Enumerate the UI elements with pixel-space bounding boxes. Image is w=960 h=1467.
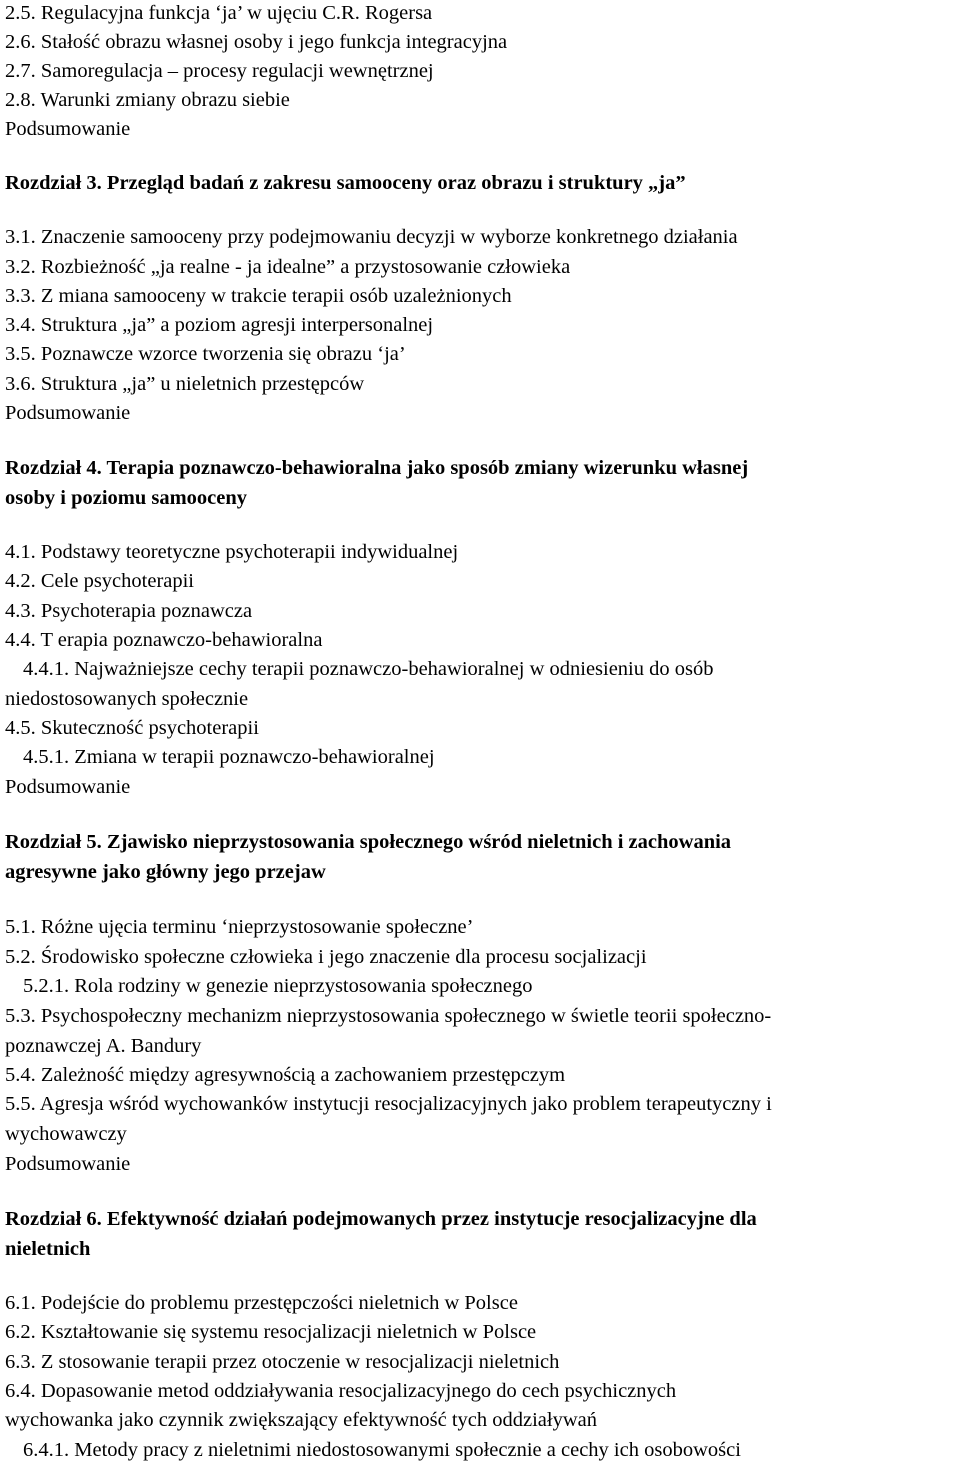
toc-entry-6-3: 6.3. Z stosowanie terapii przez otoczenie w resocjalizacji nieletnich — [5, 1351, 560, 1373]
toc-chapter-4-cont: osoby i poziomu samooceny — [5, 487, 248, 509]
toc-entry-3-3: 3.3. Z miana samooceny w trakcie terapii osób uzależnionych — [5, 285, 512, 307]
toc-entry-6-4-1: 6.4.1. Metody pracy z nieletnimi niedostosowanymi społecznie a cechy ich osobowości — [23, 1439, 741, 1461]
toc-chapter-6-cont: nieletnich — [5, 1238, 91, 1260]
toc-summary: Podsumowanie — [5, 1153, 131, 1175]
toc-entry-4-5: 4.5. Skuteczność psychoterapii — [5, 717, 259, 739]
toc-entry-6-4: 6.4. Dopasowanie metod oddziaływania resocjalizacyjnego do cech psychicznych — [5, 1380, 677, 1402]
toc-chapter-5: Rozdział 5. Zjawisko nieprzystosowania społecznego wśród nieletnich i zachowania — [5, 831, 732, 853]
toc-entry-6-2: 6.2. Kształtowanie się systemu resocjalizacji nieletnich w Polsce — [5, 1321, 537, 1343]
toc-entry-2-5: 2.5. Regulacyjna funkcja ‘ja’ w ujęciu C.R. Rogersa — [5, 2, 433, 24]
toc-summary: Podsumowanie — [5, 402, 131, 424]
toc-entry-4-1: 4.1. Podstawy teoretyczne psychoterapii indywidualnej — [5, 541, 459, 563]
toc-entry-3-6: 3.6. Struktura „ja” u nieletnich przestępców — [5, 373, 365, 395]
toc-entry-5-3: 5.3. Psychospołeczny mechanizm nieprzystosowania społecznego w świetle teorii społeczno- — [5, 1005, 772, 1027]
toc-entry-4-2: 4.2. Cele psychoterapii — [5, 570, 195, 592]
toc-entry-4-4-1-cont: niedostosowanych społecznie — [5, 688, 249, 710]
toc-entry-6-1: 6.1. Podejście do problemu przestępczości nieletnich w Polsce — [5, 1292, 518, 1314]
toc-entry-3-1: 3.1. Znaczenie samooceny przy podejmowaniu decyzji w wyborze konkretnego działania — [5, 226, 738, 248]
toc-chapter-6: Rozdział 6. Efektywność działań podejmowanych przez instytucje resocjalizacyjne dla — [5, 1208, 757, 1230]
toc-entry-5-3-cont: poznawczej A. Bandury — [5, 1035, 202, 1057]
toc-chapter-3: Rozdział 3. Przegląd badań z zakresu samooceny oraz obrazu i struktury „ja” — [5, 172, 686, 194]
toc-entry-2-6: 2.6. Stałość obrazu własnej osoby i jego funkcja integracyjna — [5, 31, 508, 53]
toc-entry-3-5: 3.5. Poznawcze wzorce tworzenia się obrazu ‘ja’ — [5, 343, 406, 365]
toc-entry-4-4: 4.4. T erapia poznawczo-behawioralna — [5, 629, 323, 651]
toc-entry-5-2: 5.2. Środowisko społeczne człowieka i jego znaczenie dla procesu socjalizacji — [5, 946, 647, 968]
toc-entry-5-1: 5.1. Różne ujęcia terminu ‘nieprzystosowanie społeczne’ — [5, 916, 474, 938]
toc-entry-4-4-1: 4.4.1. Najważniejsze cechy terapii poznawczo-behawioralnej w odniesieniu do osób — [23, 658, 714, 680]
toc-entry-6-4-cont: wychowanka jako czynnik zwiększający efektywność tych oddziaływań — [5, 1409, 597, 1431]
toc-entry-5-4: 5.4. Zależność między agresywnością a zachowaniem przestępczym — [5, 1064, 566, 1086]
toc-summary: Podsumowanie — [5, 776, 131, 798]
toc-entry-3-4: 3.4. Struktura „ja” a poziom agresji interpersonalnej — [5, 314, 434, 336]
toc-entry-5-5-cont: wychowawczy — [5, 1123, 127, 1145]
toc-entry-5-5: 5.5. Agresja wśród wychowanków instytucji resocjalizacyjnych jako problem terapeutyczny i — [5, 1093, 772, 1115]
toc-entry-4-5-1: 4.5.1. Zmiana w terapii poznawczo-behawioralnej — [23, 746, 435, 768]
toc-summary: Podsumowanie — [5, 118, 131, 140]
toc-entry-2-7: 2.7. Samoregulacja – procesy regulacji wewnętrznej — [5, 60, 434, 82]
toc-entry-4-3: 4.3. Psychoterapia poznawcza — [5, 600, 253, 622]
toc-chapter-5-cont: agresywne jako główny jego przejaw — [5, 861, 326, 883]
toc-entry-5-2-1: 5.2.1. Rola rodziny w genezie nieprzystosowania społecznego — [23, 975, 533, 997]
toc-entry-2-8: 2.8. Warunki zmiany obrazu siebie — [5, 89, 290, 111]
toc-chapter-4: Rozdział 4. Terapia poznawczo-behawioralna jako sposób zmiany wizerunku własnej — [5, 457, 749, 479]
toc-entry-3-2: 3.2. Rozbieżność „ja realne - ja idealne” a przystosowanie człowieka — [5, 256, 571, 278]
